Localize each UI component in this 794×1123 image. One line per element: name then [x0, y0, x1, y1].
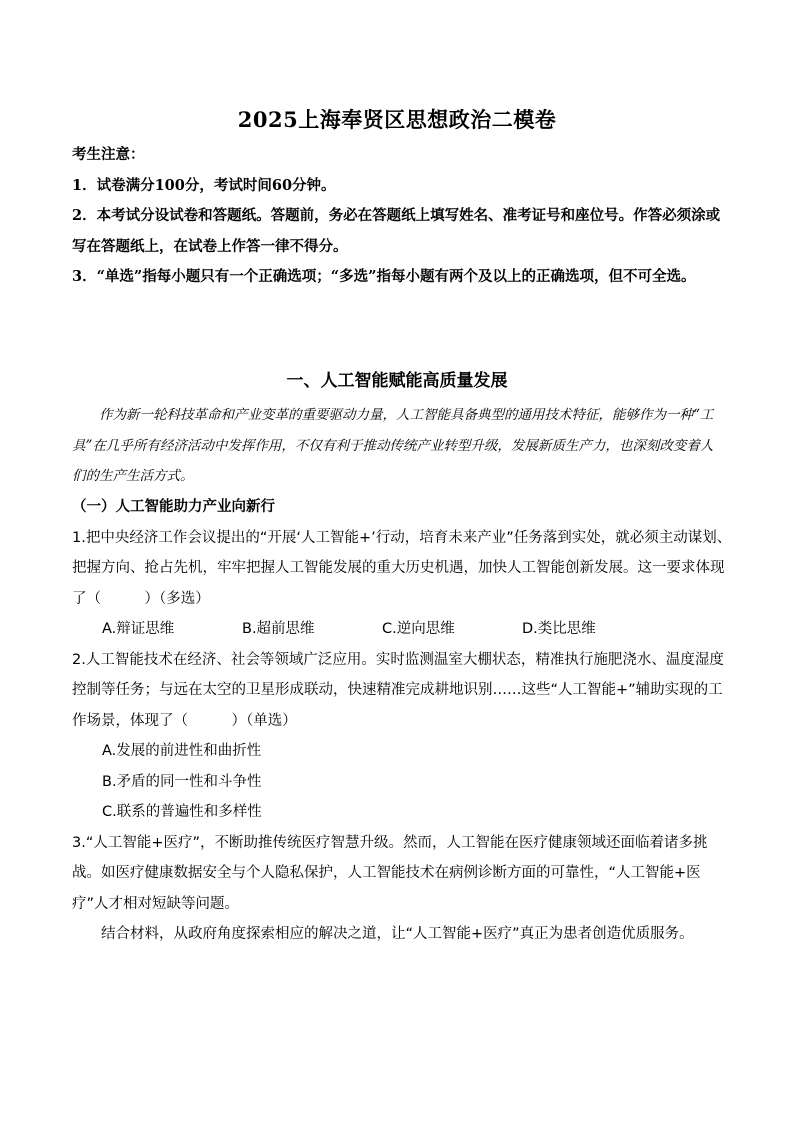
- exam-notice: [72, 140, 732, 293]
- question-3-stem: 3.“人工智能+医疗”，不断助推传统医疗智慧升级。然而，人工智能在医疗健康领域还面临着诸多挑战。如医疗健康数据安全与个人隐私保护，人工智能技术在病例诊断方面的可靠性，“人工智能+医疗”人才相对短缺等问题。: [72, 834, 708, 912]
- notice-item-3: 3．“单选”指每小题只有一个正确选项；“多选”指每小题有两个及以上的正确选项，但不可全选。: [72, 268, 696, 285]
- intro-text: 作为新一轮科技革命和产业变革的重要驱动力量，人工智能具备典型的通用技术特征，能够作为一种“工具”在几乎所有经济活动中发挥作用，不仅有利于推动传统产业转型升级，发展新质生产力，也深刻改变着人们的生产生活方式。: [72, 407, 714, 484]
- subsection-title: （一）人工智能助力产业向新行: [72, 499, 275, 515]
- notice-heading: 考生注意：: [72, 146, 145, 163]
- q2-option-b[interactable]: B.矛盾的同一性和斗争性: [102, 773, 262, 790]
- q2-option-c[interactable]: C.联系的普遍性和多样性: [102, 804, 262, 820]
- q2-option-a[interactable]: A.发展的前进性和曲折性: [102, 743, 262, 759]
- q1-option-c[interactable]: C.逆向思维: [382, 621, 455, 637]
- q1-option-a[interactable]: A.辩证思维: [102, 621, 175, 637]
- question-3-task: 结合材料，从政府角度探索相应的解决之道，让“人工智能+医疗”真正为患者创造优质服务。: [101, 926, 694, 942]
- q1-option-d[interactable]: D.类比思维: [522, 621, 596, 637]
- page-title: 2025上海奉贤区思想政治二模卷: [237, 107, 557, 132]
- section-title: 一、人工智能赋能高质量发展: [286, 371, 508, 391]
- questions-block: [72, 492, 732, 950]
- question-2-stem: 2.人工智能技术在经济、社会等领域广泛应用。实时监测温室大棚状态，精准执行施肥浇水、温度湿度控制等任务；与远在太空的卫星形成联动，快速精准完成耕地识别……这些“人工智能+”辅助实现的工作场景，体现了（ ）（单选）: [72, 651, 724, 729]
- notice-item-2: 2．本考试分设试卷和答题纸。答题前，务必在答题纸上填写姓名、准考证号和座位号。作答必须涂或写在答题纸上，在试卷上作答一律不得分。: [72, 207, 721, 255]
- notice-item-1: 1．试卷满分100分，考试时间60分钟。: [72, 176, 336, 194]
- question-1-stem: 1.把中央经济工作会议提出的“开展‘人工智能+’行动，培育未来产业”任务落到实处，就必须主动谋划、把握方向、抢占先机，牢牢把握人工智能发展的重大历史机遇，加快人工智能创新发展。这一要求体现了（ ）（多选）: [72, 529, 732, 607]
- q1-option-b[interactable]: B.超前思维: [242, 621, 315, 637]
- question-1-options: [72, 614, 732, 645]
- section-intro: [72, 400, 722, 492]
